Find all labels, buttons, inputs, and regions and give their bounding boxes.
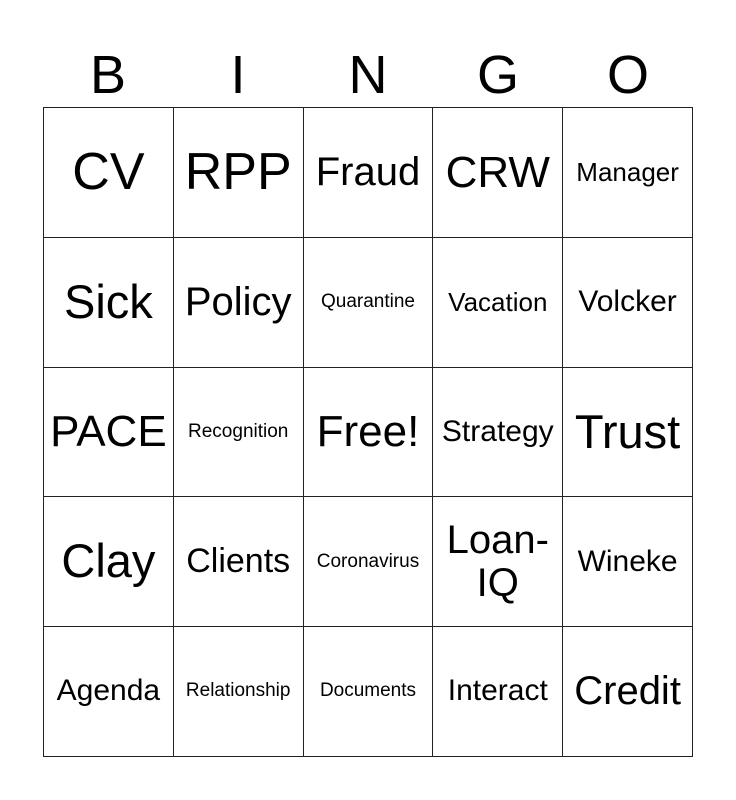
- cell-label: Clay: [61, 534, 156, 588]
- bingo-cell[interactable]: [433, 238, 563, 368]
- cell-label: Wineke: [577, 544, 678, 578]
- cell-label: Strategy: [441, 414, 554, 448]
- header-letter-o: O: [606, 45, 649, 105]
- cell-label: Fraud: [315, 149, 421, 194]
- bingo-cell[interactable]: [174, 368, 304, 498]
- bingo-cell[interactable]: [563, 627, 693, 757]
- bingo-cell[interactable]: [44, 108, 174, 238]
- bingo-cell[interactable]: [174, 108, 304, 238]
- bingo-cell[interactable]: [304, 497, 434, 627]
- cell-label: Vacation: [448, 287, 548, 318]
- cell-label: CRW: [445, 147, 550, 197]
- bingo-cell[interactable]: [304, 627, 434, 757]
- cell-label: Recognition: [188, 420, 289, 442]
- bingo-cell[interactable]: [174, 497, 304, 627]
- bingo-cell[interactable]: [563, 238, 693, 368]
- bingo-cell[interactable]: [433, 108, 563, 238]
- header-letter-b: B: [89, 45, 127, 105]
- bingo-cell[interactable]: [44, 627, 174, 757]
- bingo-cell[interactable]: [304, 108, 434, 238]
- cell-label: Sick: [64, 274, 153, 328]
- bingo-cell[interactable]: [44, 368, 174, 498]
- cell-label: Free!: [316, 407, 420, 457]
- cell-label: Agenda: [56, 674, 161, 708]
- bingo-cell[interactable]: [304, 368, 434, 498]
- cell-label: Relationship: [185, 680, 291, 702]
- cell-label: Interact: [447, 674, 548, 708]
- cell-label: Trust: [574, 404, 681, 458]
- header-letter-n: N: [348, 45, 388, 105]
- bingo-cell[interactable]: [563, 497, 693, 627]
- cell-label: Coronavirus: [316, 550, 420, 572]
- cell-label: Quarantine: [320, 290, 415, 312]
- cell-label: Documents: [319, 680, 417, 702]
- cell-label: CV: [72, 143, 145, 202]
- cell-label: Clients: [186, 542, 291, 581]
- cell-label: Manager: [576, 157, 679, 188]
- cell-label: Credit: [574, 669, 681, 713]
- bingo-cell[interactable]: [563, 368, 693, 498]
- bingo-header: [43, 42, 693, 108]
- cell-label: Loan-IQ: [446, 517, 549, 605]
- bingo-cell[interactable]: [44, 238, 174, 368]
- bingo-grid: [43, 107, 693, 757]
- bingo-cell[interactable]: [433, 497, 563, 627]
- bingo-cell[interactable]: [563, 108, 693, 238]
- cell-label: Volcker: [578, 285, 677, 318]
- cell-label: PACE: [50, 407, 167, 457]
- bingo-cell[interactable]: [174, 627, 304, 757]
- header-letter-g: G: [476, 45, 519, 105]
- cell-label: Policy: [184, 279, 292, 324]
- bingo-cell[interactable]: [174, 238, 304, 368]
- bingo-cell[interactable]: [433, 368, 563, 498]
- header-letter-i: I: [230, 45, 246, 105]
- bingo-cell[interactable]: [44, 497, 174, 627]
- bingo-cell[interactable]: [304, 238, 434, 368]
- bingo-cell[interactable]: [433, 627, 563, 757]
- cell-label: RPP: [184, 143, 292, 202]
